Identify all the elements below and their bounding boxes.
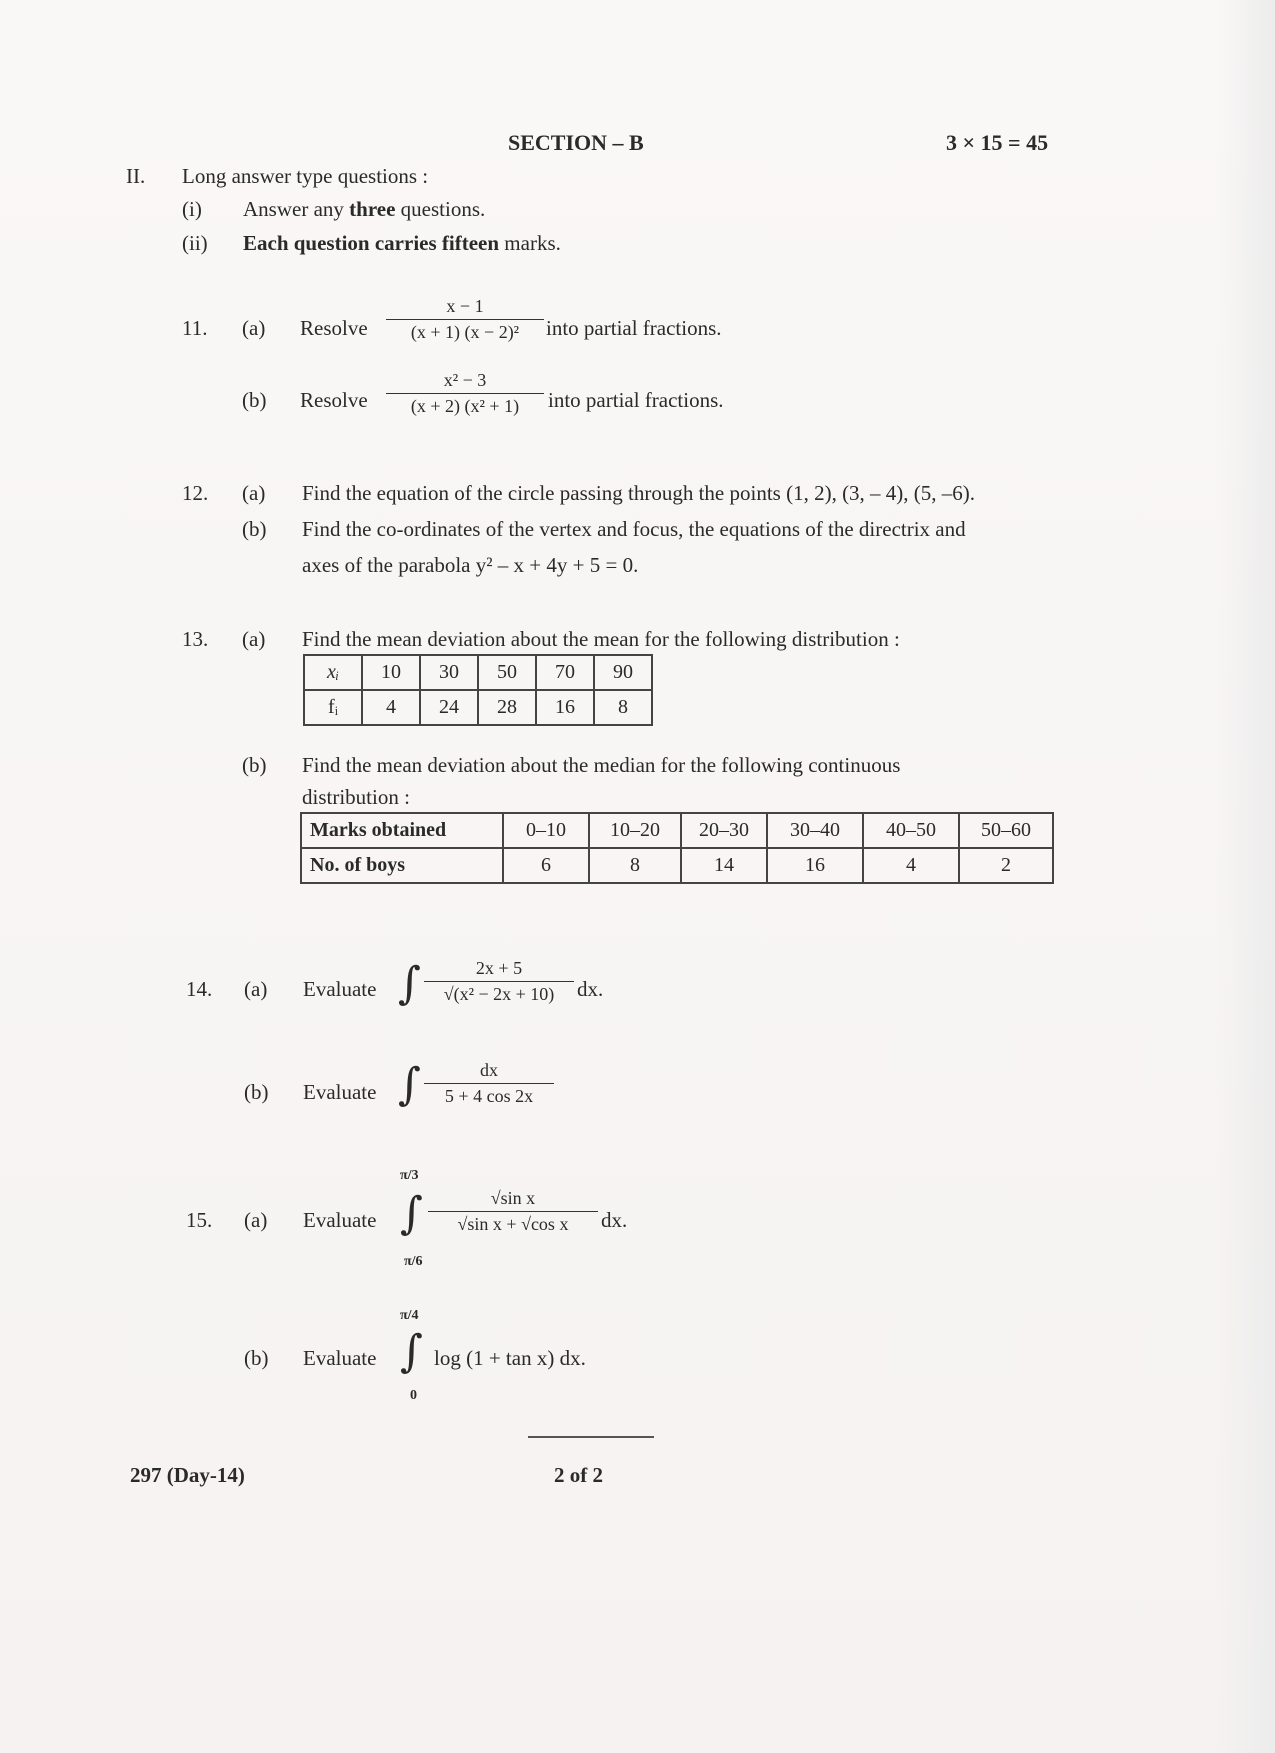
table-cell: 50 xyxy=(478,655,536,690)
part-label: (a) xyxy=(242,627,266,651)
table-cell: 4 xyxy=(362,690,420,725)
part-label: (a) xyxy=(242,481,266,505)
table-cell: 14 xyxy=(681,848,767,883)
table-cell: 4 xyxy=(863,848,959,883)
table-cell: 50–60 xyxy=(959,813,1053,848)
denominator: √sin x + √cos x xyxy=(457,1214,569,1234)
table-cell: 10 xyxy=(362,655,420,690)
part-label: (b) xyxy=(242,517,267,541)
table-row xyxy=(301,848,1053,883)
part-label: (a) xyxy=(242,316,266,340)
tail-text: into partial fractions. xyxy=(548,388,724,412)
instruction-num: (ii) xyxy=(182,231,208,255)
integral-sign: ∫ xyxy=(398,958,421,1009)
question-number: 15. xyxy=(186,1208,213,1232)
table-cell: 16 xyxy=(767,848,863,883)
question-text: Find the co-ordinates of the vertex and focus, the equations of the directrix and xyxy=(302,517,966,541)
table-cell: 2 xyxy=(959,848,1053,883)
verb: Evaluate xyxy=(303,1080,377,1104)
part-label: (b) xyxy=(242,388,267,412)
tail-text: into partial fractions. xyxy=(546,316,722,340)
table-cell: 40–50 xyxy=(863,813,959,848)
part-label: (b) xyxy=(242,753,267,777)
integral-sign: ∫ xyxy=(400,1326,423,1377)
integral-sign: ∫ xyxy=(400,1188,423,1239)
fraction xyxy=(386,296,544,343)
verb: Evaluate xyxy=(303,1346,377,1370)
tail-text: dx. xyxy=(601,1208,628,1232)
page-number: 2 of 2 xyxy=(554,1463,603,1487)
table-cell: 8 xyxy=(589,848,681,883)
row-header: Marks obtained xyxy=(301,813,503,848)
fraction xyxy=(424,958,574,1005)
table-row xyxy=(304,690,652,725)
table-cell: 20–30 xyxy=(681,813,767,848)
table-cell: 90 xyxy=(594,655,652,690)
instructions-title: Long answer type questions : xyxy=(182,164,429,188)
question-number: 14. xyxy=(186,977,213,1001)
lower-limit: π/6 xyxy=(404,1254,423,1269)
question-number: 12. xyxy=(182,481,209,505)
verb: Evaluate xyxy=(303,977,377,1001)
part-label: (a) xyxy=(244,1208,268,1232)
distribution-table xyxy=(300,812,1054,884)
row-header: fᵢ xyxy=(304,690,362,725)
upper-limit: π/3 xyxy=(400,1168,419,1183)
integral-sign: ∫ xyxy=(398,1059,421,1110)
question-number: 13. xyxy=(182,627,209,651)
part-label: (a) xyxy=(244,977,268,1001)
table-cell: 16 xyxy=(536,690,594,725)
fraction xyxy=(386,370,544,417)
paper-code: 297 (Day-14) xyxy=(130,1463,245,1487)
table-cell: 6 xyxy=(503,848,589,883)
distribution-table xyxy=(303,654,653,726)
denominator: 5 + 4 cos 2x xyxy=(444,1086,534,1106)
fraction xyxy=(424,1060,554,1107)
row-header: xᵢ xyxy=(304,655,362,690)
numerator: x − 1 xyxy=(386,296,544,320)
table-cell: 30 xyxy=(420,655,478,690)
numerator: 2x + 5 xyxy=(424,958,574,982)
question-text: Find the mean deviation about the median for the following continuous xyxy=(302,753,901,777)
lower-limit: 0 xyxy=(410,1388,417,1403)
numerator: x² − 3 xyxy=(386,370,544,394)
fraction xyxy=(428,1188,598,1235)
verb: Resolve xyxy=(300,388,368,412)
question-text: Find the equation of the circle passing through the points (1, 2), (3, – 4), (5, –6). xyxy=(302,481,976,505)
denominator: √(x² − 2x + 10) xyxy=(443,984,555,1004)
denominator: (x + 1) (x − 2)² xyxy=(410,322,520,342)
part-label: (b) xyxy=(244,1080,269,1104)
table-cell: 24 xyxy=(420,690,478,725)
table-cell: 10–20 xyxy=(589,813,681,848)
table-cell: 30–40 xyxy=(767,813,863,848)
table-row xyxy=(301,813,1053,848)
verb: Evaluate xyxy=(303,1208,377,1232)
table-cell: 0–10 xyxy=(503,813,589,848)
question-text: axes of the parabola y² – x + 4y + 5 = 0. xyxy=(302,553,639,577)
denominator: (x + 2) (x² + 1) xyxy=(410,396,520,416)
upper-limit: π/4 xyxy=(400,1308,419,1323)
instruction-text: Each question carries fifteen marks. xyxy=(243,231,561,255)
question-text: Find the mean deviation about the mean for the following distribution : xyxy=(302,627,900,651)
table-cell: 70 xyxy=(536,655,594,690)
question-text: distribution : xyxy=(302,785,410,809)
expression: log (1 + tan x) dx. xyxy=(434,1346,586,1370)
verb: Resolve xyxy=(300,316,368,340)
end-rule xyxy=(528,1436,654,1438)
section-title: SECTION – B xyxy=(508,130,644,155)
table-cell: 28 xyxy=(478,690,536,725)
numerator: √sin x xyxy=(428,1188,598,1212)
instruction-num: (i) xyxy=(182,197,202,221)
table-cell: 8 xyxy=(594,690,652,725)
section-marks: 3 × 15 = 45 xyxy=(946,130,1049,155)
numerator: dx xyxy=(424,1060,554,1084)
table-row xyxy=(304,655,652,690)
part-number: II. xyxy=(126,164,146,188)
part-label: (b) xyxy=(244,1346,269,1370)
scan-edge xyxy=(1215,0,1275,1753)
question-number: 11. xyxy=(182,316,208,340)
row-header: No. of boys xyxy=(301,848,503,883)
tail-text: dx. xyxy=(577,977,604,1001)
instruction-text: Answer any three questions. xyxy=(243,197,486,221)
